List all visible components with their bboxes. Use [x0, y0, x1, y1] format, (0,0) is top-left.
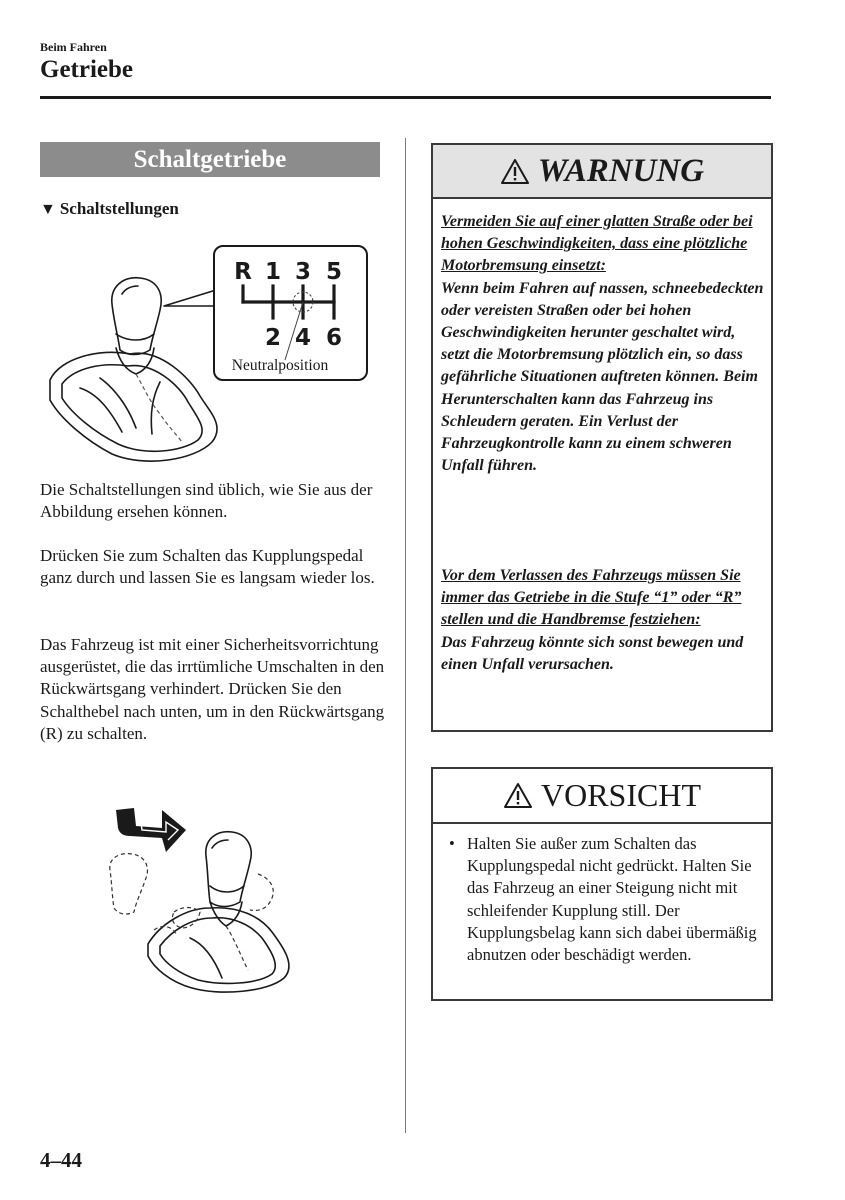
warning-block-2: [441, 565, 767, 676]
warning-block-1: [441, 211, 767, 477]
warning-triangle-icon: [503, 782, 533, 809]
warning-box: [431, 143, 773, 732]
subheading: [40, 199, 179, 219]
triangle-down-icon: ▼: [40, 201, 56, 218]
gear-label-2: 2: [264, 325, 282, 351]
paragraph-1: Die Schaltstellungen sind üblich, wie Sie aus der Abbildung ersehen können.: [40, 480, 373, 522]
caution-box: [431, 767, 773, 1001]
gear-label-3: 3: [294, 259, 312, 285]
neutral-position-label: Neutralposition: [231, 357, 329, 374]
chapter-title: Getriebe: [40, 56, 134, 83]
paragraph-3: Das Fahrzeug ist mit einer Sicherheitsvorrichtung ausgerüstet, die das irrtümliche Umschalten in den Rückwärtsgang verhindert. Drücken Sie den Schalthebel nach unten, um in den Rückwärtsgang (R) zu schalten.: [40, 635, 385, 743]
caution-title: VORSICHT: [540, 777, 701, 813]
bullet: •: [449, 834, 455, 853]
warning-title: WARNUNG: [537, 152, 705, 189]
push-down-arrow-icon: [116, 808, 186, 852]
caution-text: Halten Sie außer zum Schalten das Kupplungspedal nicht gedrückt. Halten Sie das Fahrzeug an einer Steigung nicht mit schleifender Kupplung still. Der Kupplungsbelag kann sich dabei übermäßig abnutzen oder beschädigt werden.: [467, 834, 757, 965]
reverse-gear-figure: [100, 798, 300, 998]
gear-label-5: 5: [325, 259, 343, 285]
section-label: Beim Fahren: [40, 40, 107, 54]
caution-header: [433, 769, 771, 824]
subheading-text: Schaltstellungen: [59, 199, 179, 218]
page-number: 4–44: [40, 1148, 82, 1172]
warning-header: [433, 145, 771, 199]
caution-list-item: [449, 833, 767, 966]
gear-label-1: 1: [264, 259, 282, 285]
warning-triangle-icon: [500, 158, 530, 185]
header-rule: [40, 96, 771, 99]
gear-label-r: R: [234, 259, 252, 285]
column-divider: [405, 138, 406, 1133]
gear-label-6: 6: [325, 325, 343, 351]
gear-label-4: 4: [294, 325, 312, 351]
section-banner: Schaltgetriebe: [40, 142, 380, 177]
warning-heading-1: Vermeiden Sie auf einer glatten Straße oder bei hohen Geschwindigkeiten, dass eine plötzliche Motorbremsung einsetzt:: [441, 213, 753, 275]
warning-text-1: Wenn beim Fahren auf nassen, schneebedeckten oder vereisten Straßen oder bei hohen Geschwindigkeiten herunter geschaltet wird, setzt die Motorbremsung plötzlich ein, so dass gefährliche Situationen auftreten können. Beim Herunterschalten kann das Fahrzeug ins Schleudern geraten. Ein Verlust der Fahrzeugkontrolle kann zu einem schweren Unfall führen.: [441, 279, 764, 475]
paragraph-2: Drücken Sie zum Schalten das Kupplungspedal ganz durch und lassen Sie es langsam wieder los.: [40, 546, 375, 588]
warning-heading-2: Vor dem Verlassen des Fahrzeugs müssen Sie immer das Getriebe in die Stufe “1” oder “R” stellen und die Handbremse festziehen:: [441, 567, 742, 629]
warning-text-2: Das Fahrzeug könnte sich sonst bewegen und einen Unfall verursachen.: [441, 633, 744, 673]
shift-pattern-figure: [40, 238, 380, 473]
